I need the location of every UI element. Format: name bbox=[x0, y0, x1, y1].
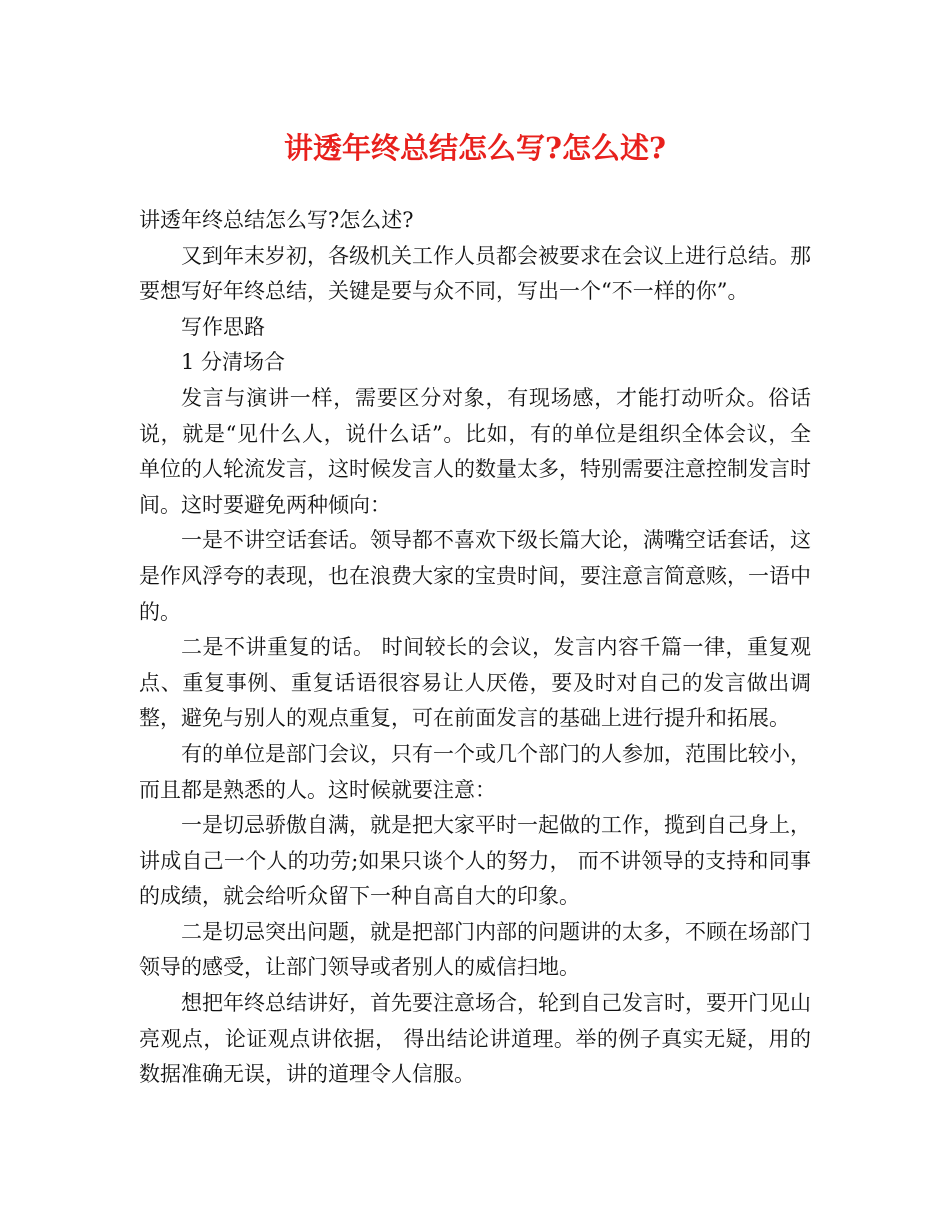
paragraph-subtitle: 讲透年终总结怎么写?怎么述? bbox=[139, 208, 414, 232]
paragraph: 有的单位是部门会议，只有一个或几个部门的人参加，范围比较小，而且都是熟悉的人。这时候就要注意： bbox=[139, 741, 811, 802]
paragraph: 二是不讲重复的话。 时间较长的会议，发言内容千篇一律，重复观点、重复事例、重复话语很容易让人厌倦，要及时对自己的发言做出调整，避免与别人的观点重复，可在前面发言的基础上进行提升和拓展。 bbox=[139, 635, 811, 731]
paragraph-intro: 又到年末岁初，各级机关工作人员都会被要求在会议上进行总结。那要想写好年终总结，关键是要与众不同，写出一个“不一样的你”。 bbox=[139, 243, 811, 304]
subsection-heading: 1 分清场合 bbox=[181, 350, 286, 375]
paragraph: 一是切忌骄傲自满，就是把大家平时一起做的工作，揽到自己身上，讲成自己一个人的功劳;如果只谈个人的努力， 而不讲领导的支持和同事的成绩，就会给听众留下一种自高自大的印象。 bbox=[139, 813, 811, 909]
paragraph: 二是切忌突出问题，就是把部门内部的问题讲的太多，不顾在场部门领导的感受，让部门领导或者别人的威信扫地。 bbox=[139, 919, 811, 980]
paragraph: 想把年终总结讲好，首先要注意场合，轮到自己发言时，要开门见山亮观点，论证观点讲依据， 得出结论讲道理。举的例子真实无疑，用的数据准确无误，讲的道理令人信服。 bbox=[139, 991, 811, 1087]
section-heading: 写作思路 bbox=[181, 314, 265, 339]
paragraph: 发言与演讲一样，需要区分对象，有现场感，才能打动听众。俗话说，就是“见什么人，说什么话”。比如，有的单位是组织全体会议，全单位的人轮流发言，这时候发言人的数量太多，特别需要注意控制发言时间。这时要避免两种倾向： bbox=[139, 385, 811, 517]
paragraph: 一是不讲空话套话。领导都不喜欢下级长篇大论，满嘴空话套话，这是作风浮夸的表现，也在浪费大家的宝贵时间，要注意言简意赅，一语中的。 bbox=[139, 528, 811, 624]
document-body bbox=[139, 203, 811, 1093]
document-title: 讲透年终总结怎么写?怎么述? bbox=[284, 131, 666, 165]
